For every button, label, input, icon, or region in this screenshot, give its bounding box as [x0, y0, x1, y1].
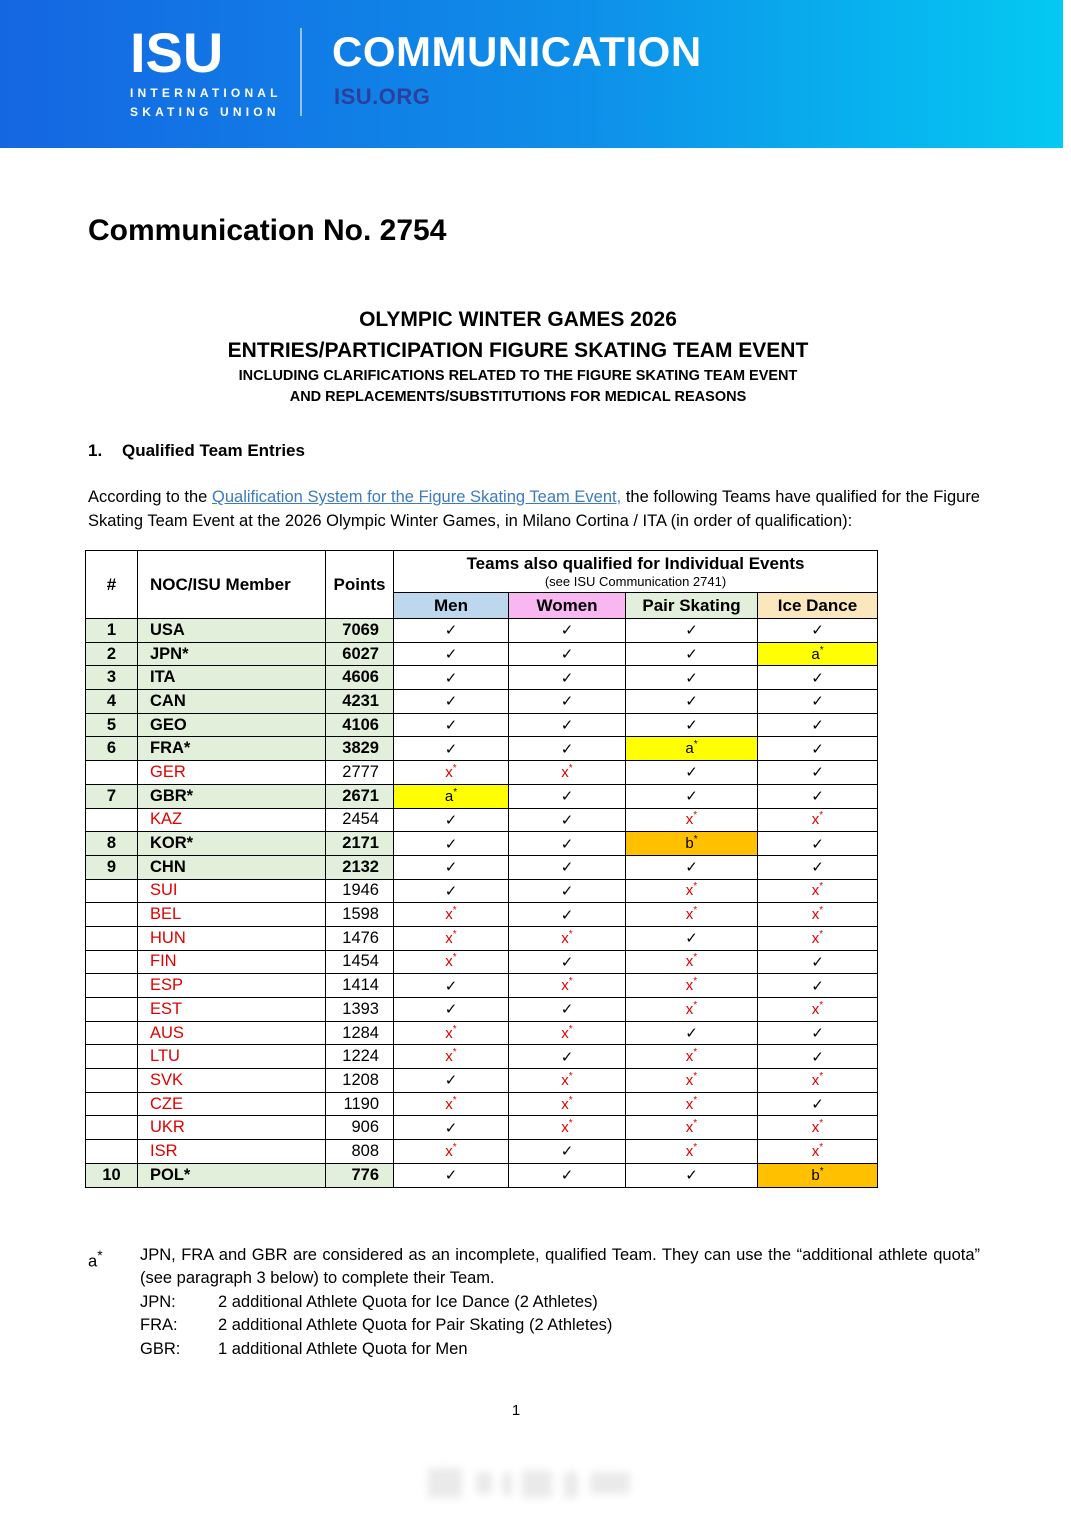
noc-cell: POL*: [138, 1163, 326, 1187]
mark-cell: ✓: [758, 784, 878, 808]
rank-cell: 7: [86, 784, 138, 808]
mark-cell: x*: [394, 950, 509, 974]
rank-cell: [86, 974, 138, 998]
noc-cell: CZE: [138, 1092, 326, 1116]
table-row: [86, 903, 878, 927]
rank-cell: [86, 1140, 138, 1164]
rank-cell: [86, 808, 138, 832]
mark-cell: ✓: [626, 690, 758, 714]
points-cell: 1284: [326, 1021, 394, 1045]
footnotes: [88, 1244, 980, 1362]
header-rank: #: [86, 551, 138, 619]
noc-cell: CHN: [138, 855, 326, 879]
points-cell: 1598: [326, 903, 394, 927]
points-cell: 2171: [326, 832, 394, 856]
table-row: [86, 737, 878, 761]
mark-cell: x*: [626, 1116, 758, 1140]
noc-cell: KOR*: [138, 832, 326, 856]
table-row: [86, 1116, 878, 1140]
mark-cell: ✓: [758, 950, 878, 974]
mark-cell: ✓: [626, 784, 758, 808]
mark-cell: ✓: [758, 974, 878, 998]
banner-site-url: ISU.ORG: [334, 84, 431, 109]
isu-logo-sub1: INTERNATIONAL: [130, 86, 282, 100]
mark-cell: ✓: [394, 737, 509, 761]
noc-cell: HUN: [138, 926, 326, 950]
banner-title: COMMUNICATION: [332, 28, 702, 75]
table-row: [86, 1163, 878, 1187]
mark-cell: x*: [394, 1092, 509, 1116]
mark-cell: b*: [626, 832, 758, 856]
mark-cell: ✓: [509, 1140, 626, 1164]
points-cell: 1208: [326, 1069, 394, 1093]
mark-cell: a*: [626, 737, 758, 761]
mark-cell: x*: [394, 1021, 509, 1045]
intro-text-after: the following Teams have qualified for the Figure Skating Team Event at the 2026 Olympic Winter Games, in Milano Cortina / ITA (in order of qualification):: [88, 488, 980, 530]
section-number: 1.: [88, 441, 103, 460]
intro-text-before: According to the: [88, 488, 213, 506]
mark-cell: x*: [758, 998, 878, 1022]
mark-cell: x*: [758, 926, 878, 950]
subtitle-line-1: OLYMPIC WINTER GAMES 2026: [359, 308, 677, 331]
mark-cell: ✓: [626, 855, 758, 879]
points-cell: 1224: [326, 1045, 394, 1069]
noc-cell: USA: [138, 619, 326, 643]
mark-cell: x*: [626, 1140, 758, 1164]
points-cell: 4606: [326, 666, 394, 690]
mark-cell: ✓: [758, 832, 878, 856]
rank-cell: 9: [86, 855, 138, 879]
noc-cell: ESP: [138, 974, 326, 998]
noc-cell: ITA: [138, 666, 326, 690]
mark-cell: ✓: [394, 974, 509, 998]
points-cell: 4231: [326, 690, 394, 714]
footnote-item: [140, 1291, 980, 1315]
mark-cell: x*: [509, 1021, 626, 1045]
mark-cell: b*: [758, 1163, 878, 1187]
points-cell: 7069: [326, 619, 394, 643]
noc-cell: ISR: [138, 1140, 326, 1164]
rank-cell: [86, 761, 138, 785]
header-event-pair-skating: Pair Skating: [626, 593, 758, 619]
table-row: [86, 926, 878, 950]
points-cell: 1414: [326, 974, 394, 998]
mark-cell: ✓: [394, 808, 509, 832]
mark-cell: ✓: [626, 1021, 758, 1045]
mark-cell: x*: [394, 1045, 509, 1069]
mark-cell: ✓: [394, 690, 509, 714]
mark-cell: ✓: [394, 1163, 509, 1187]
table-row: [86, 998, 878, 1022]
footnote-item-label: FRA:: [140, 1316, 178, 1334]
mark-cell: x*: [758, 1140, 878, 1164]
watermark: [428, 1464, 668, 1504]
mark-cell: x*: [509, 1069, 626, 1093]
points-cell: 1946: [326, 879, 394, 903]
table-row: [86, 666, 878, 690]
mark-cell: x*: [626, 998, 758, 1022]
noc-cell: BEL: [138, 903, 326, 927]
points-cell: 2132: [326, 855, 394, 879]
points-cell: 2454: [326, 808, 394, 832]
mark-cell: x*: [394, 926, 509, 950]
noc-cell: UKR: [138, 1116, 326, 1140]
rank-cell: [86, 1116, 138, 1140]
mark-cell: ✓: [758, 855, 878, 879]
points-cell: 3829: [326, 737, 394, 761]
rank-cell: [86, 1045, 138, 1069]
mark-cell: ✓: [626, 761, 758, 785]
section-heading: [88, 441, 1071, 461]
header-noc: NOC/ISU Member: [138, 551, 326, 619]
document-title: Communication No. 2754: [88, 214, 447, 247]
rank-cell: 4: [86, 690, 138, 714]
mark-cell: ✓: [394, 998, 509, 1022]
mark-cell: ✓: [758, 619, 878, 643]
table-row: [86, 690, 878, 714]
footnote-item-label: GBR:: [140, 1339, 181, 1358]
mark-cell: ✓: [394, 619, 509, 643]
rank-cell: 2: [86, 642, 138, 666]
header-group-title: Teams also qualified for Individual Events: [466, 554, 805, 573]
mark-cell: ✓: [509, 737, 626, 761]
rank-cell: [86, 950, 138, 974]
qualification-system-link[interactable]: Qualification System for the Figure Skating Team Event,: [212, 488, 622, 506]
intro-paragraph: [88, 486, 980, 533]
mark-cell: ✓: [758, 666, 878, 690]
noc-cell: CAN: [138, 690, 326, 714]
table-row: [86, 1021, 878, 1045]
table-row: [86, 713, 878, 737]
footnote-marker: a*: [88, 1247, 103, 1270]
rank-cell: [86, 1069, 138, 1093]
subtitle-block: [60, 304, 976, 408]
mark-cell: ✓: [394, 642, 509, 666]
mark-cell: ✓: [758, 713, 878, 737]
mark-cell: ✓: [394, 1116, 509, 1140]
table-row: [86, 832, 878, 856]
rank-cell: 8: [86, 832, 138, 856]
noc-cell: FRA*: [138, 737, 326, 761]
mark-cell: x*: [758, 808, 878, 832]
table-row: [86, 950, 878, 974]
mark-cell: x*: [394, 761, 509, 785]
noc-cell: GER: [138, 761, 326, 785]
rank-cell: 10: [86, 1163, 138, 1187]
mark-cell: a*: [394, 784, 509, 808]
noc-cell: JPN*: [138, 642, 326, 666]
mark-cell: ✓: [509, 1163, 626, 1187]
mark-cell: ✓: [394, 1069, 509, 1093]
table-row: [86, 879, 878, 903]
points-cell: 4106: [326, 713, 394, 737]
mark-cell: x*: [758, 879, 878, 903]
rank-cell: [86, 879, 138, 903]
noc-cell: KAZ: [138, 808, 326, 832]
points-cell: 1454: [326, 950, 394, 974]
mark-cell: x*: [509, 974, 626, 998]
footnote-item-text: 2 additional Athlete Quota for Pair Skating (2 Athletes): [218, 1316, 613, 1334]
subtitle-line-2: ENTRIES/PARTICIPATION FIGURE SKATING TEAM EVENT: [227, 339, 809, 362]
mark-cell: a*: [758, 642, 878, 666]
table-row: [86, 619, 878, 643]
subtitle-line-4: AND REPLACEMENTS/SUBSTITUTIONS FOR MEDICAL REASONS: [289, 389, 747, 405]
noc-cell: LTU: [138, 1045, 326, 1069]
mark-cell: x*: [394, 903, 509, 927]
header-group-subtitle: (see ISU Communication 2741): [544, 574, 727, 589]
table-row: [86, 974, 878, 998]
mark-cell: ✓: [509, 642, 626, 666]
header-event-women: Women: [509, 593, 626, 619]
mark-cell: ✓: [758, 1021, 878, 1045]
mark-cell: ✓: [394, 879, 509, 903]
isu-banner: [0, 0, 1063, 148]
mark-cell: ✓: [509, 998, 626, 1022]
table-row: [86, 808, 878, 832]
mark-cell: ✓: [509, 690, 626, 714]
table-row: [86, 1069, 878, 1093]
noc-cell: SVK: [138, 1069, 326, 1093]
section-title: Qualified Team Entries: [122, 441, 305, 460]
points-cell: 1190: [326, 1092, 394, 1116]
page-number: 1: [511, 1402, 521, 1419]
header-event-ice-dance: Ice Dance: [758, 593, 878, 619]
mark-cell: ✓: [509, 808, 626, 832]
mark-cell: x*: [509, 1116, 626, 1140]
points-cell: 1476: [326, 926, 394, 950]
footnote-item-text: 1 additional Athlete Quota for Men: [218, 1339, 468, 1358]
mark-cell: x*: [626, 1092, 758, 1116]
header-group: [394, 551, 878, 593]
qualified-teams-table: [85, 550, 878, 1188]
points-cell: 6027: [326, 642, 394, 666]
mark-cell: x*: [758, 1069, 878, 1093]
mark-cell: x*: [626, 1045, 758, 1069]
mark-cell: x*: [394, 1140, 509, 1164]
rank-cell: 6: [86, 737, 138, 761]
points-cell: 2777: [326, 761, 394, 785]
rank-cell: [86, 903, 138, 927]
mark-cell: ✓: [509, 619, 626, 643]
table-row: [86, 642, 878, 666]
mark-cell: ✓: [394, 666, 509, 690]
footnote-item-label: JPN:: [140, 1292, 176, 1311]
mark-cell: ✓: [626, 619, 758, 643]
mark-cell: ✓: [394, 855, 509, 879]
points-cell: 776: [326, 1163, 394, 1187]
header-event-men: Men: [394, 593, 509, 619]
mark-cell: x*: [626, 1069, 758, 1093]
mark-cell: ✓: [758, 1092, 878, 1116]
mark-cell: x*: [626, 903, 758, 927]
mark-cell: ✓: [626, 1163, 758, 1187]
table-header-row-top: [86, 551, 878, 593]
rank-cell: 1: [86, 619, 138, 643]
rank-cell: [86, 1092, 138, 1116]
mark-cell: ✓: [758, 690, 878, 714]
rank-cell: [86, 1021, 138, 1045]
table-row: [86, 855, 878, 879]
rank-cell: 3: [86, 666, 138, 690]
footnote-item-text: 2 additional Athlete Quota for Ice Dance (2 Athletes): [218, 1292, 598, 1311]
mark-cell: x*: [626, 950, 758, 974]
rank-cell: [86, 998, 138, 1022]
mark-cell: ✓: [758, 1045, 878, 1069]
table-row: [86, 784, 878, 808]
mark-cell: ✓: [626, 926, 758, 950]
mark-cell: ✓: [509, 784, 626, 808]
mark-cell: ✓: [394, 713, 509, 737]
mark-cell: ✓: [509, 903, 626, 927]
mark-cell: x*: [509, 1092, 626, 1116]
mark-cell: ✓: [509, 855, 626, 879]
footnote-paragraph: JPN, FRA and GBR are considered as an incomplete, qualified Team. They can use the “additional athlete quota” (see paragraph 3 below) to complete their Team.: [140, 1245, 980, 1287]
table-row: [86, 1140, 878, 1164]
mark-cell: ✓: [509, 666, 626, 690]
mark-cell: x*: [509, 926, 626, 950]
mark-cell: ✓: [509, 1045, 626, 1069]
mark-cell: ✓: [758, 761, 878, 785]
noc-cell: GEO: [138, 713, 326, 737]
points-cell: 1393: [326, 998, 394, 1022]
points-cell: 808: [326, 1140, 394, 1164]
mark-cell: ✓: [626, 642, 758, 666]
rank-cell: 5: [86, 713, 138, 737]
banner-divider: [300, 28, 302, 116]
mark-cell: ✓: [509, 950, 626, 974]
mark-cell: x*: [758, 1116, 878, 1140]
table-row: [86, 761, 878, 785]
footnote-item: [140, 1338, 980, 1362]
noc-cell: FIN: [138, 950, 326, 974]
noc-cell: EST: [138, 998, 326, 1022]
header-points: Points: [326, 551, 394, 619]
table-row: [86, 1045, 878, 1069]
points-cell: 2671: [326, 784, 394, 808]
mark-cell: ✓: [509, 832, 626, 856]
mark-cell: x*: [758, 903, 878, 927]
isu-logo-sub2: SKATING UNION: [130, 105, 280, 119]
mark-cell: ✓: [394, 832, 509, 856]
noc-cell: AUS: [138, 1021, 326, 1045]
mark-cell: ✓: [626, 713, 758, 737]
table-row: [86, 1092, 878, 1116]
mark-cell: ✓: [626, 666, 758, 690]
subtitle-line-3: INCLUDING CLARIFICATIONS RELATED TO THE FIGURE SKATING TEAM EVENT: [238, 368, 798, 384]
noc-cell: GBR*: [138, 784, 326, 808]
footnote-item: [140, 1314, 980, 1338]
isu-logo-text: ISU: [130, 21, 224, 84]
mark-cell: ✓: [509, 713, 626, 737]
noc-cell: SUI: [138, 879, 326, 903]
isu-logo: [130, 21, 282, 120]
mark-cell: x*: [626, 808, 758, 832]
mark-cell: ✓: [509, 879, 626, 903]
mark-cell: ✓: [758, 737, 878, 761]
mark-cell: x*: [626, 879, 758, 903]
mark-cell: x*: [626, 974, 758, 998]
footnote-body: [140, 1244, 980, 1362]
points-cell: 906: [326, 1116, 394, 1140]
rank-cell: [86, 926, 138, 950]
mark-cell: x*: [509, 761, 626, 785]
